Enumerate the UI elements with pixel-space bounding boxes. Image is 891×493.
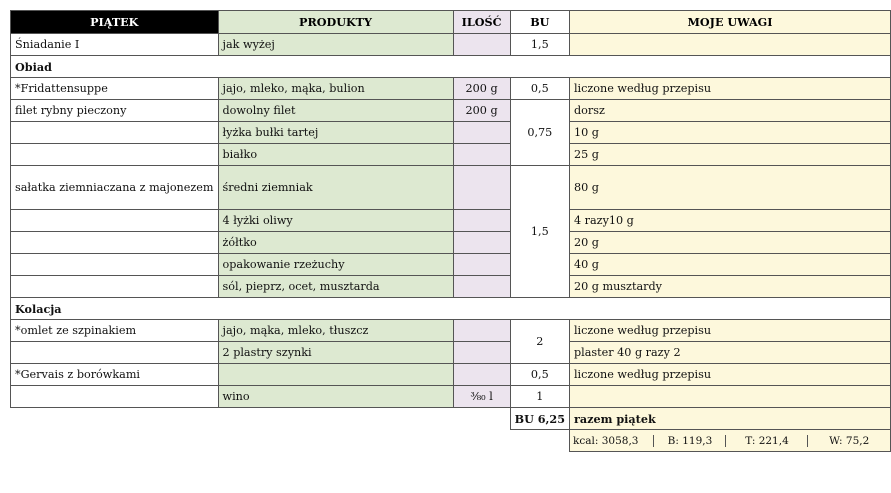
product-cell: dowolny filet <box>218 100 453 122</box>
table-row <box>11 144 891 166</box>
meal-cell <box>11 210 219 232</box>
product-cell: 4 łyżki oliwy <box>218 210 453 232</box>
meal-cell: *Gervais z borówkami <box>11 364 219 386</box>
blank-cell <box>11 430 570 452</box>
header-row <box>11 11 891 34</box>
table-row <box>11 100 891 122</box>
meal-cell <box>11 342 219 364</box>
header-products: PRODUKTY <box>218 11 453 34</box>
nutrition-row <box>11 430 891 452</box>
product-cell: jajo, mleko, mąka, bulion <box>218 78 453 100</box>
note-cell: 25 g <box>569 144 890 166</box>
meal-cell: sałatka ziemniaczana z majonezem <box>11 166 219 210</box>
bu-cell: 0,5 <box>510 78 569 100</box>
meal-cell <box>11 232 219 254</box>
quantity-cell <box>453 254 510 276</box>
meal-cell: Śniadanie I <box>11 34 219 56</box>
quantity-cell <box>453 232 510 254</box>
section-row <box>11 298 891 320</box>
blank-cell <box>11 408 511 430</box>
table-row <box>11 78 891 100</box>
product-cell: wino <box>218 386 453 408</box>
note-cell: 40 g <box>569 254 890 276</box>
quantity-cell <box>453 342 510 364</box>
meal-cell: *Fridattensuppe <box>11 78 219 100</box>
product-cell: opakowanie rzeżuchy <box>218 254 453 276</box>
table-row <box>11 34 891 56</box>
header-day: PIĄTEK <box>11 11 219 34</box>
quantity-cell <box>453 210 510 232</box>
bu-cell-fish: 0,75 <box>510 100 569 166</box>
header-bu: BU <box>510 11 569 34</box>
bu-cell-salad: 1,5 <box>510 166 569 298</box>
total-kcal: kcal: 3058,3 <box>570 435 654 447</box>
header-quantity: ILOŚĆ <box>453 11 510 34</box>
total-row <box>11 408 891 430</box>
bu-cell: 0,5 <box>510 364 569 386</box>
table-row <box>11 166 891 210</box>
note-cell: liczone według przepisu <box>569 320 890 342</box>
note-cell: 4 razy10 g <box>569 210 890 232</box>
total-fat: T: 221,4 <box>726 435 808 447</box>
note-cell: 10 g <box>569 122 890 144</box>
table-row <box>11 276 891 298</box>
nutrition-cell <box>569 430 890 452</box>
quantity-cell: 200 g <box>453 100 510 122</box>
table-row <box>11 386 891 408</box>
bu-cell-omelet: 2 <box>510 320 569 364</box>
note-cell <box>569 34 890 56</box>
total-bu: BU 6,25 <box>510 408 569 430</box>
meal-plan-table <box>10 10 891 452</box>
table-row <box>11 232 891 254</box>
quantity-cell <box>453 276 510 298</box>
quantity-cell <box>453 364 510 386</box>
product-cell: jak wyżej <box>218 34 453 56</box>
note-cell: plaster 40 g razy 2 <box>569 342 890 364</box>
bu-cell: 1 <box>510 386 569 408</box>
total-carbs: W: 75,2 <box>808 435 890 447</box>
quantity-cell <box>453 166 510 210</box>
section-title-obiad: Obiad <box>11 56 891 78</box>
quantity-cell <box>453 34 510 56</box>
product-cell: średni ziemniak <box>218 166 453 210</box>
table-row <box>11 254 891 276</box>
product-cell: białko <box>218 144 453 166</box>
table-row <box>11 210 891 232</box>
product-cell: jajo, mąka, mleko, tłuszcz <box>218 320 453 342</box>
quantity-cell: ⅜₀ l <box>453 386 510 408</box>
table-row <box>11 364 891 386</box>
note-cell: liczone według przepisu <box>569 364 890 386</box>
quantity-cell <box>453 122 510 144</box>
table-row <box>11 342 891 364</box>
product-cell: sól, pieprz, ocet, musztarda <box>218 276 453 298</box>
bu-cell: 1,5 <box>510 34 569 56</box>
table-row <box>11 320 891 342</box>
total-label: razem piątek <box>569 408 890 430</box>
section-row <box>11 56 891 78</box>
note-cell: 20 g <box>569 232 890 254</box>
product-cell: łyżka bułki tartej <box>218 122 453 144</box>
note-cell: liczone według przepisu <box>569 78 890 100</box>
table-row <box>11 122 891 144</box>
total-protein: B: 119,3 <box>654 435 726 447</box>
quantity-cell <box>453 144 510 166</box>
meal-cell <box>11 276 219 298</box>
section-title-kolacja: Kolacja <box>11 298 891 320</box>
note-cell <box>569 386 890 408</box>
meal-cell <box>11 386 219 408</box>
meal-plan <box>10 10 891 452</box>
note-cell: dorsz <box>569 100 890 122</box>
note-cell: 20 g musztardy <box>569 276 890 298</box>
meal-cell: *omlet ze szpinakiem <box>11 320 219 342</box>
nutrition-table <box>570 435 890 447</box>
product-cell <box>218 364 453 386</box>
meal-cell <box>11 144 219 166</box>
quantity-cell <box>453 320 510 342</box>
meal-cell: filet rybny pieczony <box>11 100 219 122</box>
meal-cell <box>11 254 219 276</box>
meal-cell <box>11 122 219 144</box>
note-cell: 80 g <box>569 166 890 210</box>
product-cell: 2 plastry szynki <box>218 342 453 364</box>
product-cell: żółtko <box>218 232 453 254</box>
quantity-cell: 200 g <box>453 78 510 100</box>
header-notes: MOJE UWAGI <box>569 11 890 34</box>
